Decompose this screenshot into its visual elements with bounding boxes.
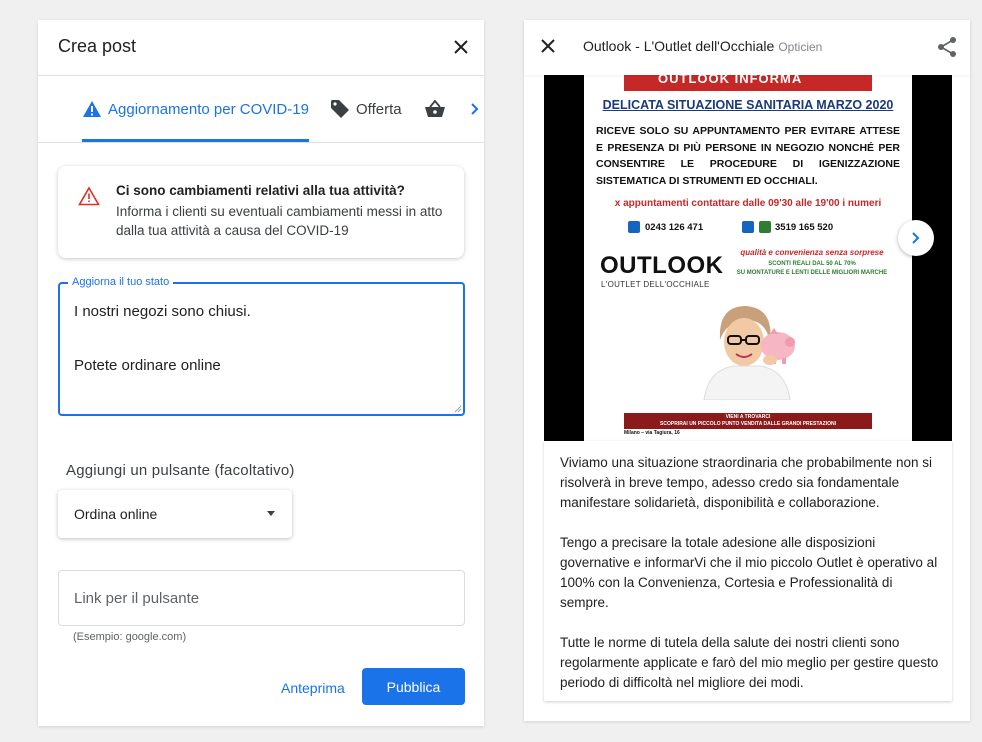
description-paragraph: Viviamo una situazione straordinaria che probabilmente non si risolverà in breve tempo, adesso credo sia fondamentale manifestare solidarietà, disponibilità e collaborazione. [560,455,932,510]
close-icon[interactable] [539,37,557,55]
post-preview-panel [524,20,970,721]
status-field-label: Aggiorna il tuo stato [68,276,173,288]
resize-handle-icon[interactable] [454,405,462,413]
share-icon[interactable] [937,36,957,58]
phone-icon [628,221,640,233]
button-link-input[interactable] [58,570,465,626]
flyer-image [584,75,912,441]
next-image-button[interactable] [898,220,934,256]
business-name [583,38,822,54]
preview-header [524,20,970,75]
alert-title: Ci sono cambiamenti relativi alla tua attività? [116,183,405,198]
description-paragraph: Tengo a precisare la totale adesione alle disposizioni governative e informarVi che il mio piccolo Outlet è operativo al 100% con la Convenienza, Cortesia e Professionalità di sempre. [560,535,938,610]
flyer-tagline: qualità e convenienza senza sorprese [740,248,884,257]
woman-with-piggy-bank-illustration [694,300,800,400]
tag-icon [330,99,350,119]
chevron-right-icon[interactable] [466,98,484,120]
publish-button[interactable]: Pubblica [362,668,465,705]
warning-triangle-icon [82,100,102,118]
status-textarea[interactable] [58,276,465,416]
footer-line: VIENI A TROVARCI [725,414,771,420]
link-help-text: (Esempio: google.com) [73,631,187,643]
post-type-tabs [38,76,484,143]
dialog-header [38,20,484,76]
dialog-title: Crea post [58,36,137,56]
business-category: Opticien [778,40,823,54]
covid-info-card [58,166,464,258]
active-tab-indicator [82,139,309,142]
tab-label: Offerta [356,100,402,118]
status-text-value[interactable]: I nostri negozi sono chiusi. Potete ordinare online [74,303,251,374]
create-post-dialog [38,20,484,726]
post-image [544,75,952,441]
shopping-basket-icon [424,100,446,118]
flyer-phone-mobile [742,221,833,233]
warning-outline-icon [78,186,100,206]
tab-offer[interactable] [330,76,402,142]
select-value: Ordina online [74,506,158,522]
flyer-appointments: x appuntamenti contattare dalle 09'30 alle 19'00 i numeri [614,198,882,209]
whatsapp-icon [759,221,771,233]
flyer-banner [624,75,872,91]
post-description [560,453,940,713]
flyer-heading: DELICATA SITUAZIONE SANITARIA MARZO 2020 [602,98,894,112]
flyer-body: RICEVE SOLO SU APPUNTAMENTO PER EVITARE ATTESE E PRESENZA DI PIÙ PERSONE IN NEGOZIO NONCHÉ PER CONSENTIRE LE PROCEDURE DI IGENIZZAZIONE SISTEMATICA DI STRUMENTI ED OCCHIALI. [596,125,900,187]
flyer-address: Milano – via Tagiura, 16 [624,430,680,436]
discount-line: SCONTI REALI DAL 50 AL 70% [768,261,856,267]
button-section-label: Aggiungi un pulsante (facoltativo) [66,462,295,479]
tab-label: Aggiornamento per COVID-19 [108,100,309,118]
discount-line: SU MONTATURE E LENTI DELLE MIGLIORI MARCHE [736,270,888,276]
alert-text: Informa i clienti su eventuali cambiamenti messi in atto dalla tua attività a causa del COVID-19 [116,204,443,238]
phone-number: 0243 126 471 [645,221,704,233]
business-title: Outlook - L'Outlet dell'Occhiale [583,38,775,54]
chevron-right-icon [910,231,922,245]
flyer-phone-landline [628,221,703,233]
flyer-brand-logo: OUTLOOK [600,252,724,279]
caret-down-icon [267,511,275,516]
flyer-brand-subtitle: L'OUTLET DELL'OCCHIALE [601,280,710,289]
post-description-card [544,441,952,701]
description-paragraph: Tutte le norme di tutela della salute dei nostri clienti sono regolarmente applicate e farò del mio meglio per gestire questo periodo di difficoltà nel migliore dei modi. [560,635,939,690]
close-icon[interactable] [451,37,471,57]
mobile-phone-icon [742,221,754,233]
footer-line: SCOPRIRAI UN PICCOLO PUNTO VENDITA DALLE GRANDI PRESTAZIONI [660,421,836,427]
flyer-footer [624,413,872,429]
phone-number: 3519 165 520 [775,221,834,233]
preview-button[interactable]: Anteprima [281,680,345,696]
flyer-banner-text: OUTLOOK INFORMA [658,75,803,86]
tab-product[interactable] [424,76,446,142]
button-type-select[interactable] [58,490,292,538]
flyer-discount [714,260,910,278]
tab-covid-update[interactable] [82,76,309,142]
